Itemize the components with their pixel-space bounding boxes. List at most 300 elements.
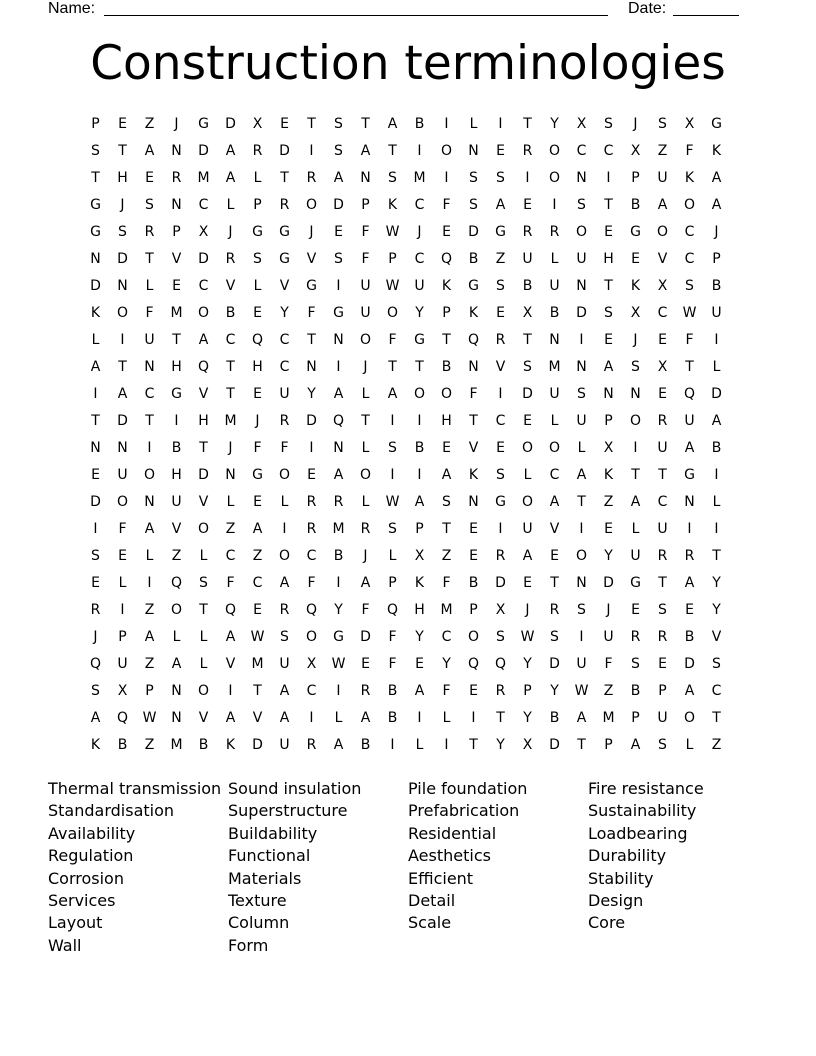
grid-cell[interactable]: U — [522, 251, 533, 267]
grid-cell[interactable]: M — [197, 170, 210, 186]
grid-cell[interactable]: A — [711, 197, 722, 213]
grid-cell[interactable]: O — [575, 548, 588, 564]
grid-cell[interactable]: B — [360, 737, 371, 753]
grid-cell[interactable]: A — [522, 548, 533, 564]
grid-cell[interactable]: D — [252, 737, 263, 753]
grid-cell[interactable]: T — [442, 521, 451, 537]
grid-cell[interactable]: N — [468, 494, 479, 510]
grid-cell[interactable]: I — [444, 116, 449, 132]
grid-cell[interactable]: I — [633, 440, 638, 456]
grid-cell[interactable]: D — [306, 413, 317, 429]
grid-cell[interactable]: V — [306, 251, 317, 267]
grid-cell[interactable]: A — [279, 683, 290, 699]
grid-cell[interactable]: L — [712, 494, 721, 510]
grid-cell[interactable]: N — [117, 440, 128, 456]
grid-cell[interactable]: A — [684, 440, 695, 456]
grid-cell[interactable]: T — [307, 332, 316, 348]
grid-cell[interactable]: S — [658, 602, 667, 618]
grid-cell[interactable]: T — [712, 710, 721, 726]
grid-cell[interactable]: K — [468, 305, 479, 321]
grid-cell[interactable]: U — [144, 332, 155, 348]
grid-cell[interactable]: E — [91, 575, 100, 591]
grid-cell[interactable]: R — [90, 602, 101, 618]
grid-cell[interactable]: Z — [711, 737, 722, 753]
grid-cell[interactable]: P — [388, 575, 397, 591]
grid-cell[interactable]: R — [225, 251, 236, 267]
grid-cell[interactable]: E — [523, 575, 532, 591]
grid-cell[interactable]: X — [117, 683, 128, 699]
grid-cell[interactable]: R — [657, 413, 668, 429]
grid-cell[interactable]: S — [334, 251, 343, 267]
grid-cell[interactable]: I — [336, 278, 341, 294]
grid-cell[interactable]: A — [657, 197, 668, 213]
grid-cell[interactable]: F — [604, 656, 613, 672]
grid-cell[interactable]: X — [630, 143, 641, 159]
grid-cell[interactable]: I — [282, 521, 287, 537]
grid-cell[interactable]: O — [413, 386, 426, 402]
grid-cell[interactable]: O — [143, 467, 156, 483]
grid-cell[interactable]: N — [684, 494, 695, 510]
grid-cell[interactable]: I — [525, 170, 530, 186]
grid-cell[interactable]: R — [657, 548, 668, 564]
grid-cell[interactable]: U — [117, 656, 128, 672]
grid-cell[interactable]: P — [712, 251, 721, 267]
grid-cell[interactable]: I — [390, 413, 395, 429]
grid-cell[interactable]: E — [523, 197, 532, 213]
grid-cell[interactable]: D — [198, 251, 209, 267]
grid-cell[interactable]: O — [683, 197, 696, 213]
grid-cell[interactable]: S — [685, 278, 694, 294]
grid-cell[interactable]: B — [522, 278, 533, 294]
grid-cell[interactable]: E — [496, 143, 505, 159]
grid-cell[interactable]: N — [306, 359, 317, 375]
grid-cell[interactable]: V — [711, 629, 722, 645]
grid-cell[interactable]: J — [363, 548, 368, 564]
grid-cell[interactable]: T — [118, 143, 127, 159]
grid-cell[interactable]: V — [225, 656, 236, 672]
grid-cell[interactable]: C — [549, 467, 560, 483]
grid-cell[interactable]: E — [280, 116, 289, 132]
grid-cell[interactable]: A — [630, 737, 641, 753]
grid-cell[interactable]: K — [90, 305, 101, 321]
grid-cell[interactable]: Q — [224, 602, 237, 618]
grid-cell[interactable]: R — [522, 143, 533, 159]
grid-cell[interactable]: V — [171, 251, 182, 267]
grid-cell[interactable]: Y — [523, 710, 532, 726]
grid-cell[interactable]: E — [658, 332, 667, 348]
grid-cell[interactable]: B — [198, 737, 209, 753]
grid-cell[interactable]: K — [441, 278, 452, 294]
grid-cell[interactable]: P — [388, 251, 397, 267]
grid-cell[interactable]: G — [495, 224, 506, 240]
grid-cell[interactable]: N — [468, 359, 479, 375]
grid-cell[interactable]: T — [523, 116, 532, 132]
grid-cell[interactable]: O — [197, 683, 210, 699]
grid-cell[interactable]: E — [658, 656, 667, 672]
grid-cell[interactable]: G — [252, 224, 263, 240]
grid-cell[interactable]: I — [606, 170, 611, 186]
grid-cell[interactable]: S — [523, 359, 532, 375]
grid-cell[interactable]: I — [336, 683, 341, 699]
grid-cell[interactable]: L — [361, 440, 370, 456]
grid-cell[interactable]: Q — [251, 332, 264, 348]
grid-cell[interactable]: M — [170, 305, 183, 321]
grid-cell[interactable]: T — [91, 170, 100, 186]
grid-cell[interactable]: A — [198, 332, 209, 348]
grid-cell[interactable]: R — [657, 629, 668, 645]
grid-cell[interactable]: B — [468, 575, 479, 591]
grid-cell[interactable]: S — [388, 170, 397, 186]
grid-cell[interactable]: L — [199, 656, 208, 672]
grid-cell[interactable]: W — [520, 629, 535, 645]
grid-cell[interactable]: S — [550, 629, 559, 645]
grid-cell[interactable]: C — [441, 629, 452, 645]
grid-cell[interactable]: E — [334, 224, 343, 240]
grid-cell[interactable]: B — [414, 440, 425, 456]
grid-cell[interactable]: Q — [89, 656, 102, 672]
grid-cell[interactable]: Z — [144, 656, 155, 672]
grid-cell[interactable]: H — [198, 413, 209, 429]
grid-cell[interactable]: B — [333, 548, 344, 564]
grid-cell[interactable]: L — [253, 170, 262, 186]
grid-cell[interactable]: U — [414, 278, 425, 294]
grid-cell[interactable]: Y — [712, 575, 721, 591]
grid-cell[interactable]: K — [630, 278, 641, 294]
grid-cell[interactable]: D — [225, 116, 236, 132]
grid-cell[interactable]: M — [548, 359, 561, 375]
grid-cell[interactable]: I — [498, 116, 503, 132]
grid-cell[interactable]: O — [278, 548, 291, 564]
grid-cell[interactable]: T — [577, 737, 586, 753]
grid-cell[interactable]: T — [685, 359, 694, 375]
grid-cell[interactable]: S — [496, 467, 505, 483]
grid-cell[interactable]: A — [90, 359, 101, 375]
grid-cell[interactable]: D — [360, 629, 371, 645]
grid-cell[interactable]: L — [712, 359, 721, 375]
grid-cell[interactable]: I — [714, 521, 719, 537]
grid-cell[interactable]: L — [226, 197, 235, 213]
grid-cell[interactable]: P — [361, 197, 370, 213]
grid-cell[interactable]: D — [90, 278, 101, 294]
grid-cell[interactable]: G — [711, 116, 722, 132]
grid-cell[interactable]: S — [658, 737, 667, 753]
grid-cell[interactable]: U — [360, 278, 371, 294]
grid-cell[interactable]: X — [603, 440, 614, 456]
grid-cell[interactable]: L — [415, 737, 424, 753]
grid-cell[interactable]: A — [333, 170, 344, 186]
grid-cell[interactable]: S — [118, 224, 127, 240]
grid-cell[interactable]: E — [253, 386, 262, 402]
grid-cell[interactable]: Z — [657, 143, 668, 159]
grid-cell[interactable]: T — [577, 494, 586, 510]
grid-cell[interactable]: C — [657, 305, 668, 321]
grid-cell[interactable]: T — [604, 278, 613, 294]
grid-cell[interactable]: T — [226, 359, 235, 375]
grid-cell[interactable]: Q — [305, 602, 318, 618]
grid-cell[interactable]: C — [414, 251, 425, 267]
grid-cell[interactable]: X — [252, 116, 263, 132]
grid-cell[interactable]: T — [199, 602, 208, 618]
grid-cell[interactable]: O — [440, 143, 453, 159]
grid-cell[interactable]: G — [414, 332, 425, 348]
grid-cell[interactable]: G — [279, 224, 290, 240]
grid-cell[interactable]: F — [388, 629, 397, 645]
grid-cell[interactable]: Z — [144, 602, 155, 618]
grid-cell[interactable]: X — [657, 359, 668, 375]
grid-cell[interactable]: T — [280, 170, 289, 186]
grid-cell[interactable]: B — [414, 116, 425, 132]
grid-cell[interactable]: A — [576, 710, 587, 726]
grid-cell[interactable]: I — [714, 467, 719, 483]
grid-cell[interactable]: U — [711, 305, 722, 321]
grid-cell[interactable]: V — [279, 278, 290, 294]
grid-cell[interactable]: W — [331, 656, 346, 672]
grid-cell[interactable]: S — [334, 143, 343, 159]
grid-cell[interactable]: R — [306, 494, 317, 510]
grid-cell[interactable]: O — [521, 494, 534, 510]
grid-cell[interactable]: R — [171, 170, 182, 186]
grid-cell[interactable]: I — [120, 332, 125, 348]
grid-cell[interactable]: L — [253, 278, 262, 294]
grid-cell[interactable]: E — [118, 116, 127, 132]
grid-cell[interactable]: I — [93, 386, 98, 402]
grid-cell[interactable]: L — [172, 629, 181, 645]
grid-cell[interactable]: N — [333, 440, 344, 456]
grid-cell[interactable]: T — [604, 197, 613, 213]
grid-cell[interactable]: V — [252, 710, 263, 726]
grid-cell[interactable]: U — [279, 737, 290, 753]
grid-cell[interactable]: R — [144, 224, 155, 240]
grid-cell[interactable]: E — [118, 548, 127, 564]
grid-cell[interactable]: Y — [307, 386, 316, 402]
grid-cell[interactable]: S — [388, 440, 397, 456]
grid-cell[interactable]: D — [549, 656, 560, 672]
grid-cell[interactable]: V — [171, 521, 182, 537]
grid-cell[interactable]: Z — [171, 548, 182, 564]
grid-cell[interactable]: S — [604, 305, 613, 321]
grid-cell[interactable]: U — [576, 251, 587, 267]
grid-cell[interactable]: N — [576, 170, 587, 186]
grid-cell[interactable]: E — [253, 305, 262, 321]
grid-cell[interactable]: A — [225, 170, 236, 186]
grid-cell[interactable]: T — [469, 737, 478, 753]
grid-cell[interactable]: G — [90, 197, 101, 213]
grid-cell[interactable]: C — [711, 683, 722, 699]
grid-cell[interactable]: I — [417, 710, 422, 726]
grid-cell[interactable]: N — [549, 332, 560, 348]
grid-cell[interactable]: M — [413, 170, 426, 186]
grid-cell[interactable]: I — [687, 521, 692, 537]
grid-cell[interactable]: V — [495, 359, 506, 375]
grid-cell[interactable]: F — [388, 332, 397, 348]
grid-cell[interactable]: A — [414, 683, 425, 699]
grid-cell[interactable]: N — [144, 359, 155, 375]
grid-cell[interactable]: Z — [603, 683, 614, 699]
grid-cell[interactable]: N — [171, 710, 182, 726]
grid-cell[interactable]: C — [279, 332, 290, 348]
grid-cell[interactable]: C — [306, 548, 317, 564]
grid-cell[interactable]: F — [388, 656, 397, 672]
grid-cell[interactable]: I — [93, 521, 98, 537]
grid-cell[interactable]: I — [309, 440, 314, 456]
grid-cell[interactable]: U — [549, 386, 560, 402]
grid-cell[interactable]: A — [387, 386, 398, 402]
grid-cell[interactable]: R — [279, 197, 290, 213]
grid-cell[interactable]: Y — [280, 305, 289, 321]
grid-cell[interactable]: E — [442, 440, 451, 456]
grid-cell[interactable]: J — [363, 359, 368, 375]
grid-cell[interactable]: P — [631, 170, 640, 186]
grid-cell[interactable]: I — [174, 413, 179, 429]
grid-cell[interactable]: O — [359, 332, 372, 348]
grid-cell[interactable]: F — [226, 575, 235, 591]
grid-cell[interactable]: R — [495, 548, 506, 564]
grid-cell[interactable]: T — [145, 413, 154, 429]
grid-cell[interactable]: O — [359, 467, 372, 483]
grid-cell[interactable]: L — [361, 386, 370, 402]
grid-cell[interactable]: B — [684, 629, 695, 645]
grid-cell[interactable]: J — [228, 224, 233, 240]
grid-cell[interactable]: B — [711, 278, 722, 294]
grid-cell[interactable]: O — [575, 224, 588, 240]
grid-cell[interactable]: O — [467, 629, 480, 645]
grid-cell[interactable]: L — [685, 737, 694, 753]
grid-cell[interactable]: F — [145, 305, 154, 321]
grid-cell[interactable]: Q — [683, 386, 696, 402]
grid-cell[interactable]: N — [576, 278, 587, 294]
grid-cell[interactable]: L — [145, 548, 154, 564]
grid-cell[interactable]: C — [576, 143, 587, 159]
grid-cell[interactable]: N — [171, 683, 182, 699]
grid-cell[interactable]: B — [711, 440, 722, 456]
grid-cell[interactable]: K — [603, 467, 614, 483]
grid-cell[interactable]: F — [361, 251, 370, 267]
grid-cell[interactable]: L — [631, 521, 640, 537]
grid-cell[interactable]: C — [279, 359, 290, 375]
grid-cell[interactable]: U — [576, 413, 587, 429]
grid-cell[interactable]: Q — [494, 656, 507, 672]
grid-cell[interactable]: R — [306, 737, 317, 753]
grid-cell[interactable]: N — [171, 197, 182, 213]
grid-cell[interactable]: T — [712, 548, 721, 564]
grid-cell[interactable]: T — [91, 413, 100, 429]
grid-cell[interactable]: I — [336, 575, 341, 591]
grid-cell[interactable]: A — [360, 575, 371, 591]
grid-cell[interactable]: P — [604, 413, 613, 429]
grid-cell[interactable]: E — [469, 548, 478, 564]
grid-cell[interactable]: O — [278, 467, 291, 483]
grid-cell[interactable]: L — [442, 710, 451, 726]
grid-cell[interactable]: O — [548, 440, 561, 456]
grid-cell[interactable]: S — [280, 629, 289, 645]
grid-cell[interactable]: X — [630, 305, 641, 321]
grid-cell[interactable]: I — [417, 413, 422, 429]
grid-cell[interactable]: T — [361, 413, 370, 429]
grid-cell[interactable]: F — [442, 197, 451, 213]
grid-cell[interactable]: B — [630, 683, 641, 699]
grid-cell[interactable]: L — [388, 548, 397, 564]
grid-cell[interactable]: N — [603, 386, 614, 402]
grid-cell[interactable]: B — [225, 305, 236, 321]
grid-cell[interactable]: R — [495, 683, 506, 699]
grid-cell[interactable]: U — [522, 521, 533, 537]
grid-cell[interactable]: P — [442, 305, 451, 321]
grid-cell[interactable]: E — [604, 521, 613, 537]
grid-cell[interactable]: D — [576, 305, 587, 321]
grid-cell[interactable]: N — [360, 170, 371, 186]
grid-cell[interactable]: X — [198, 224, 209, 240]
grid-cell[interactable]: F — [118, 521, 127, 537]
grid-cell[interactable]: X — [522, 305, 533, 321]
grid-cell[interactable]: R — [522, 224, 533, 240]
grid-cell[interactable]: D — [684, 656, 695, 672]
grid-cell[interactable]: W — [385, 494, 400, 510]
grid-cell[interactable]: G — [630, 575, 641, 591]
grid-cell[interactable]: E — [469, 683, 478, 699]
grid-cell[interactable]: A — [333, 386, 344, 402]
grid-cell[interactable]: Z — [495, 251, 506, 267]
grid-cell[interactable]: K — [684, 170, 695, 186]
grid-cell[interactable]: A — [144, 629, 155, 645]
grid-cell[interactable]: G — [468, 278, 479, 294]
grid-cell[interactable]: W — [250, 629, 265, 645]
grid-cell[interactable]: P — [631, 710, 640, 726]
grid-cell[interactable]: E — [361, 656, 370, 672]
grid-cell[interactable]: C — [198, 278, 209, 294]
grid-cell[interactable]: R — [279, 413, 290, 429]
grid-cell[interactable]: M — [602, 710, 615, 726]
grid-cell[interactable]: M — [224, 413, 237, 429]
grid-cell[interactable]: T — [523, 332, 532, 348]
grid-cell[interactable]: R — [279, 602, 290, 618]
grid-cell[interactable]: L — [145, 278, 154, 294]
grid-cell[interactable]: C — [225, 332, 236, 348]
grid-cell[interactable]: O — [521, 440, 534, 456]
grid-cell[interactable]: K — [414, 575, 425, 591]
grid-cell[interactable]: J — [633, 332, 638, 348]
grid-cell[interactable]: L — [469, 116, 478, 132]
grid-cell[interactable]: F — [361, 224, 370, 240]
grid-cell[interactable]: H — [441, 413, 452, 429]
grid-cell[interactable]: G — [279, 251, 290, 267]
grid-cell[interactable]: X — [306, 656, 317, 672]
grid-cell[interactable]: J — [714, 224, 719, 240]
grid-cell[interactable]: S — [577, 602, 586, 618]
grid-cell[interactable]: N — [117, 278, 128, 294]
grid-cell[interactable]: I — [444, 737, 449, 753]
grid-cell[interactable]: L — [118, 575, 127, 591]
grid-cell[interactable]: O — [683, 710, 696, 726]
grid-cell[interactable]: Q — [197, 359, 210, 375]
grid-cell[interactable]: U — [576, 656, 587, 672]
grid-cell[interactable]: C — [144, 386, 155, 402]
grid-cell[interactable]: B — [468, 251, 479, 267]
grid-cell[interactable]: E — [469, 521, 478, 537]
grid-cell[interactable]: W — [385, 278, 400, 294]
grid-cell[interactable]: N — [90, 440, 101, 456]
grid-cell[interactable]: E — [550, 548, 559, 564]
grid-cell[interactable]: T — [658, 575, 667, 591]
grid-cell[interactable]: T — [253, 683, 262, 699]
grid-cell[interactable]: X — [657, 278, 668, 294]
grid-cell[interactable]: I — [417, 143, 422, 159]
grid-cell[interactable]: E — [172, 278, 181, 294]
grid-cell[interactable]: G — [684, 467, 695, 483]
grid-cell[interactable]: A — [144, 521, 155, 537]
grid-cell[interactable]: T — [631, 467, 640, 483]
grid-cell[interactable]: R — [549, 224, 560, 240]
grid-cell[interactable]: R — [333, 494, 344, 510]
